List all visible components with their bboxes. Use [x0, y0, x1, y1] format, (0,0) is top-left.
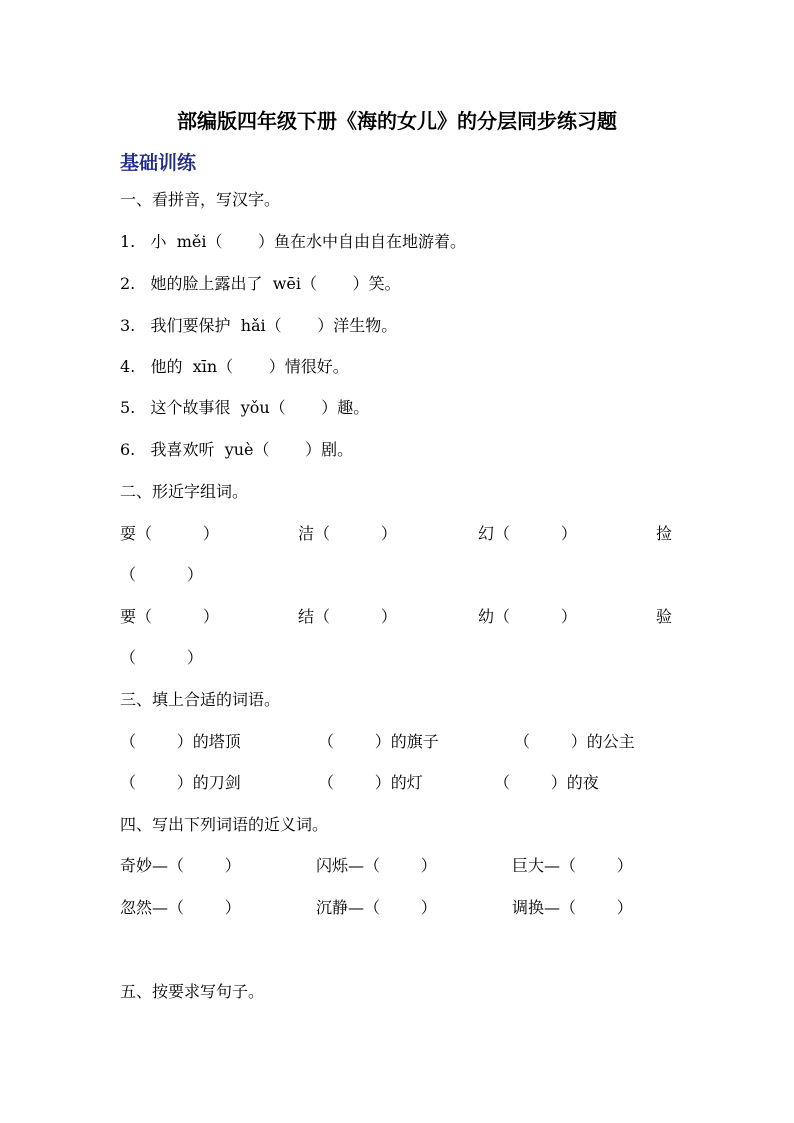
page-title: 部编版四年级下册《海的女儿》的分层同步练习题: [177, 109, 617, 133]
q2-row2-cont: （ ）: [120, 648, 203, 667]
q2-row1-item: 洁（ ）: [298, 524, 397, 543]
q1-item: 5. 这个故事很 yǒu（ ）趣。: [120, 398, 370, 417]
q4-row1-item: 巨大—（ ）: [512, 856, 633, 875]
q1-item: 6. 我喜欢听 yuè（ ）剧。: [120, 440, 354, 459]
q2-row2-item: 验: [656, 607, 673, 626]
q1-item: 4. 他的 xīn（ ）情很好。: [120, 357, 349, 376]
section-title: 基础训练: [120, 152, 197, 174]
q2-heading: 二、形近字组词。: [120, 482, 249, 501]
q2-row1-item: 捡: [656, 524, 673, 543]
q2-row2-item: 要（ ）: [120, 607, 219, 626]
q4-row2-item: 沉静—（ ）: [316, 898, 437, 917]
q3-row2-item: （ ）的刀剑: [120, 773, 241, 792]
q3-heading: 三、填上合适的词语。: [120, 690, 281, 709]
q3-row1-item: （ ）的公主: [514, 732, 635, 751]
q3-row1-item: （ ）的旗子: [318, 732, 439, 751]
q5-heading: 五、按要求写句子。: [120, 982, 265, 1001]
q3-row2-item: （ ）的夜: [494, 773, 599, 792]
q2-row1-item: 耍（ ）: [120, 524, 219, 543]
q2-row1-cont: （ ）: [120, 565, 203, 584]
q4-row1-item: 奇妙—（ ）: [120, 856, 241, 875]
q1-heading: 一、看拼音，写汉字。: [120, 190, 281, 209]
q1-item: 2. 她的脸上露出了 wēi（ ）笑。: [120, 274, 401, 293]
q2-row2-item: 幼（ ）: [478, 607, 577, 626]
q3-row1-item: （ ）的塔顶: [120, 732, 241, 751]
q1-item: 3. 我们要保护 hǎi（ ）洋生物。: [120, 316, 398, 335]
q3-row2-item: （ ）的灯: [318, 773, 423, 792]
q4-heading: 四、写出下列词语的近义词。: [120, 815, 329, 834]
q4-row2-item: 调换—（ ）: [512, 898, 633, 917]
q1-item: 1. 小 měi（ ）鱼在水中自由自在地游着。: [120, 232, 467, 251]
q2-row1-item: 幻（ ）: [478, 524, 577, 543]
q4-row2-item: 忽然—（ ）: [120, 898, 241, 917]
q2-row2-item: 结（ ）: [298, 607, 397, 626]
q4-row1-item: 闪烁—（ ）: [316, 856, 437, 875]
